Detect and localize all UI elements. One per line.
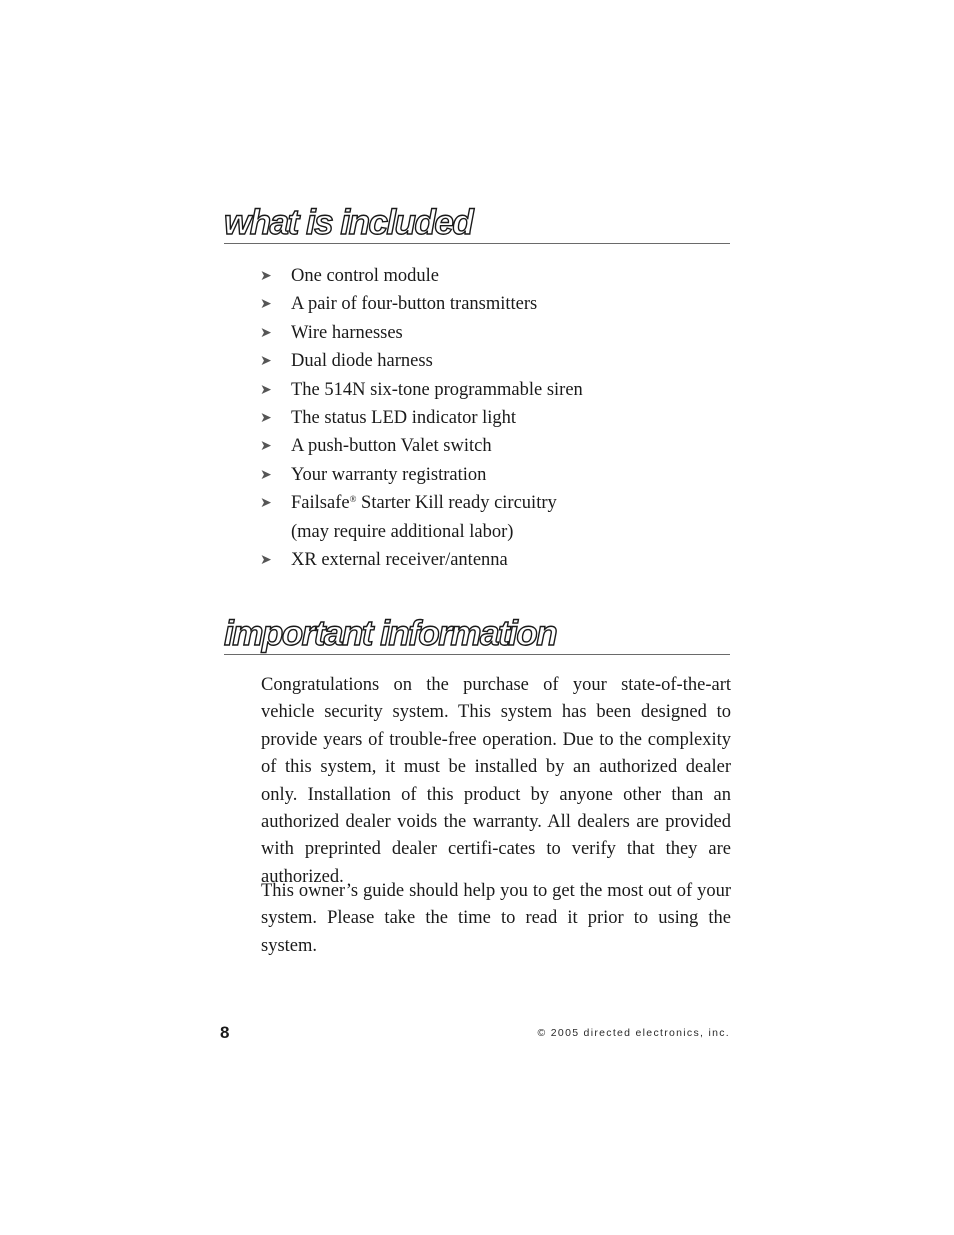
list-item-text: Wire harnesses [291, 322, 403, 343]
arrow-bullet-icon: ➤ [260, 495, 272, 512]
failsafe-description: Starter Kill ready circuitry [356, 493, 557, 514]
list-item-text: XR external receiver/antenna [291, 550, 508, 571]
list-item-failsafe [260, 489, 730, 546]
failsafe-name: Failsafe [291, 493, 350, 514]
list-item [260, 461, 730, 489]
arrow-bullet-icon: ➤ [260, 353, 272, 370]
arrow-bullet-icon: ➤ [260, 410, 272, 427]
list-item-text: The status LED indicator light [291, 408, 517, 429]
list-item-text: Your warranty registration [291, 464, 487, 485]
section-heading-what-is-included: what is included [224, 203, 730, 244]
arrow-bullet-icon: ➤ [260, 324, 272, 341]
list-item [260, 432, 730, 460]
list-item [260, 347, 730, 375]
list-item [260, 319, 730, 347]
guide-paragraph: This owner’s guide should help you to get the most out of your system. Please take the time to read it prior to using the system. [261, 881, 731, 956]
list-item-text: A pair of four-button transmitters [291, 294, 538, 315]
list-item [260, 376, 730, 404]
page-number: 8 [220, 1023, 230, 1042]
section-heading-important-information: important information [224, 614, 730, 655]
list-item-text: One control module [291, 266, 439, 286]
included-items-list [260, 262, 730, 574]
arrow-bullet-icon: ➤ [260, 296, 272, 313]
arrow-bullet-icon: ➤ [260, 466, 272, 483]
arrow-bullet-icon: ➤ [260, 381, 272, 398]
list-item [260, 546, 730, 574]
list-item [260, 262, 730, 290]
list-item [260, 290, 730, 318]
list-item-text: The 514N six-tone programmable siren [291, 379, 583, 400]
arrow-bullet-icon: ➤ [260, 438, 272, 455]
registered-mark: ® [349, 494, 357, 505]
arrow-bullet-icon: ➤ [260, 552, 272, 569]
arrow-bullet-icon: ➤ [260, 268, 272, 284]
list-item-text: A push-button Valet switch [291, 436, 492, 457]
list-item-text: Dual diode harness [291, 351, 433, 372]
copyright-notice: © 2005 directed electronics, inc. [537, 1027, 730, 1039]
intro-paragraph: Congratulations on the purchase of your state-of-the-art vehicle security system. This system has been designed to provide years of trouble-free operation. Due to the complexity of this system, it must be installed by an authorized dealer only. Installation of this product by anyone other than an authorized dealer voids the warranty. All dealers are provided with preprinted dealer certifi-cates to verify that they are authorized. [261, 675, 731, 887]
list-item [260, 404, 730, 432]
failsafe-note: (may require additional labor) [291, 521, 514, 542]
